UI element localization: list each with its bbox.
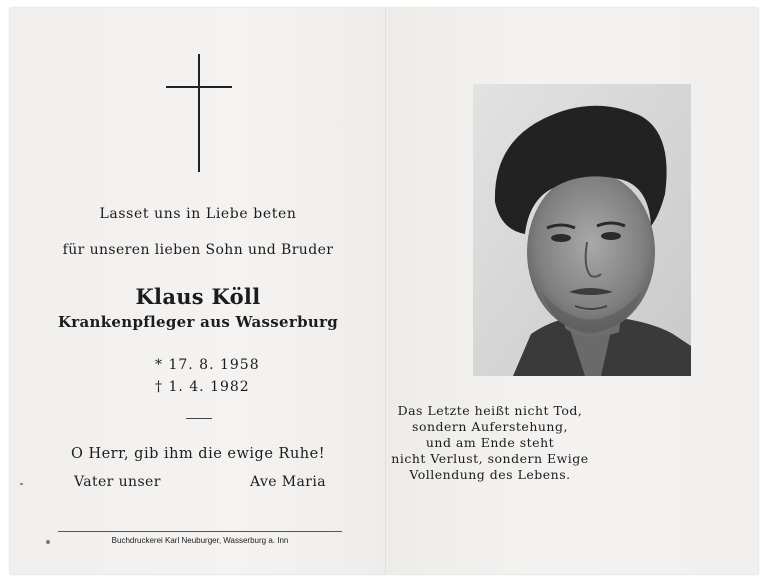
stain — [20, 483, 23, 485]
death-date: † 1. 4. 1982 — [155, 379, 250, 395]
quote-line: und am Ende steht — [425, 435, 555, 450]
left-panel — [10, 8, 386, 574]
portrait-photo — [473, 84, 691, 376]
closing-prayer: O Herr, gib ihm die ewige Ruhe! — [70, 446, 326, 462]
quote-block — [300, 403, 680, 483]
occupation-line: Krankenpfleger aus Wasserburg — [57, 313, 339, 331]
quote-line: nicht Verlust, sondern Ewige — [391, 451, 589, 466]
quote-line: sondern Auferstehung, — [412, 419, 568, 434]
birth-date: * 17. 8. 1958 — [155, 357, 260, 373]
life-dates — [155, 354, 260, 398]
printer-imprint: Buchdruckerei Karl Neuburger, Wasserburg a. Inn — [111, 536, 289, 545]
cross-icon — [166, 54, 232, 172]
prayer-ave-maria: Ave Maria — [250, 474, 326, 490]
prayer-line: Lasset uns in Liebe beten — [99, 206, 297, 222]
footer-rule — [58, 531, 342, 532]
memorial-card — [10, 8, 758, 574]
dedication-line: für unseren lieben Sohn und Bruder — [62, 242, 334, 258]
quote-line: Das Letzte heißt nicht Tod, — [397, 403, 583, 418]
quote-line: Vollendung des Lebens. — [409, 467, 571, 482]
right-panel — [387, 8, 758, 574]
prayer-vater-unser: Vater unser — [74, 474, 161, 490]
deceased-name: Klaus Köll — [135, 284, 261, 309]
stain — [46, 540, 50, 544]
divider — [186, 418, 212, 419]
